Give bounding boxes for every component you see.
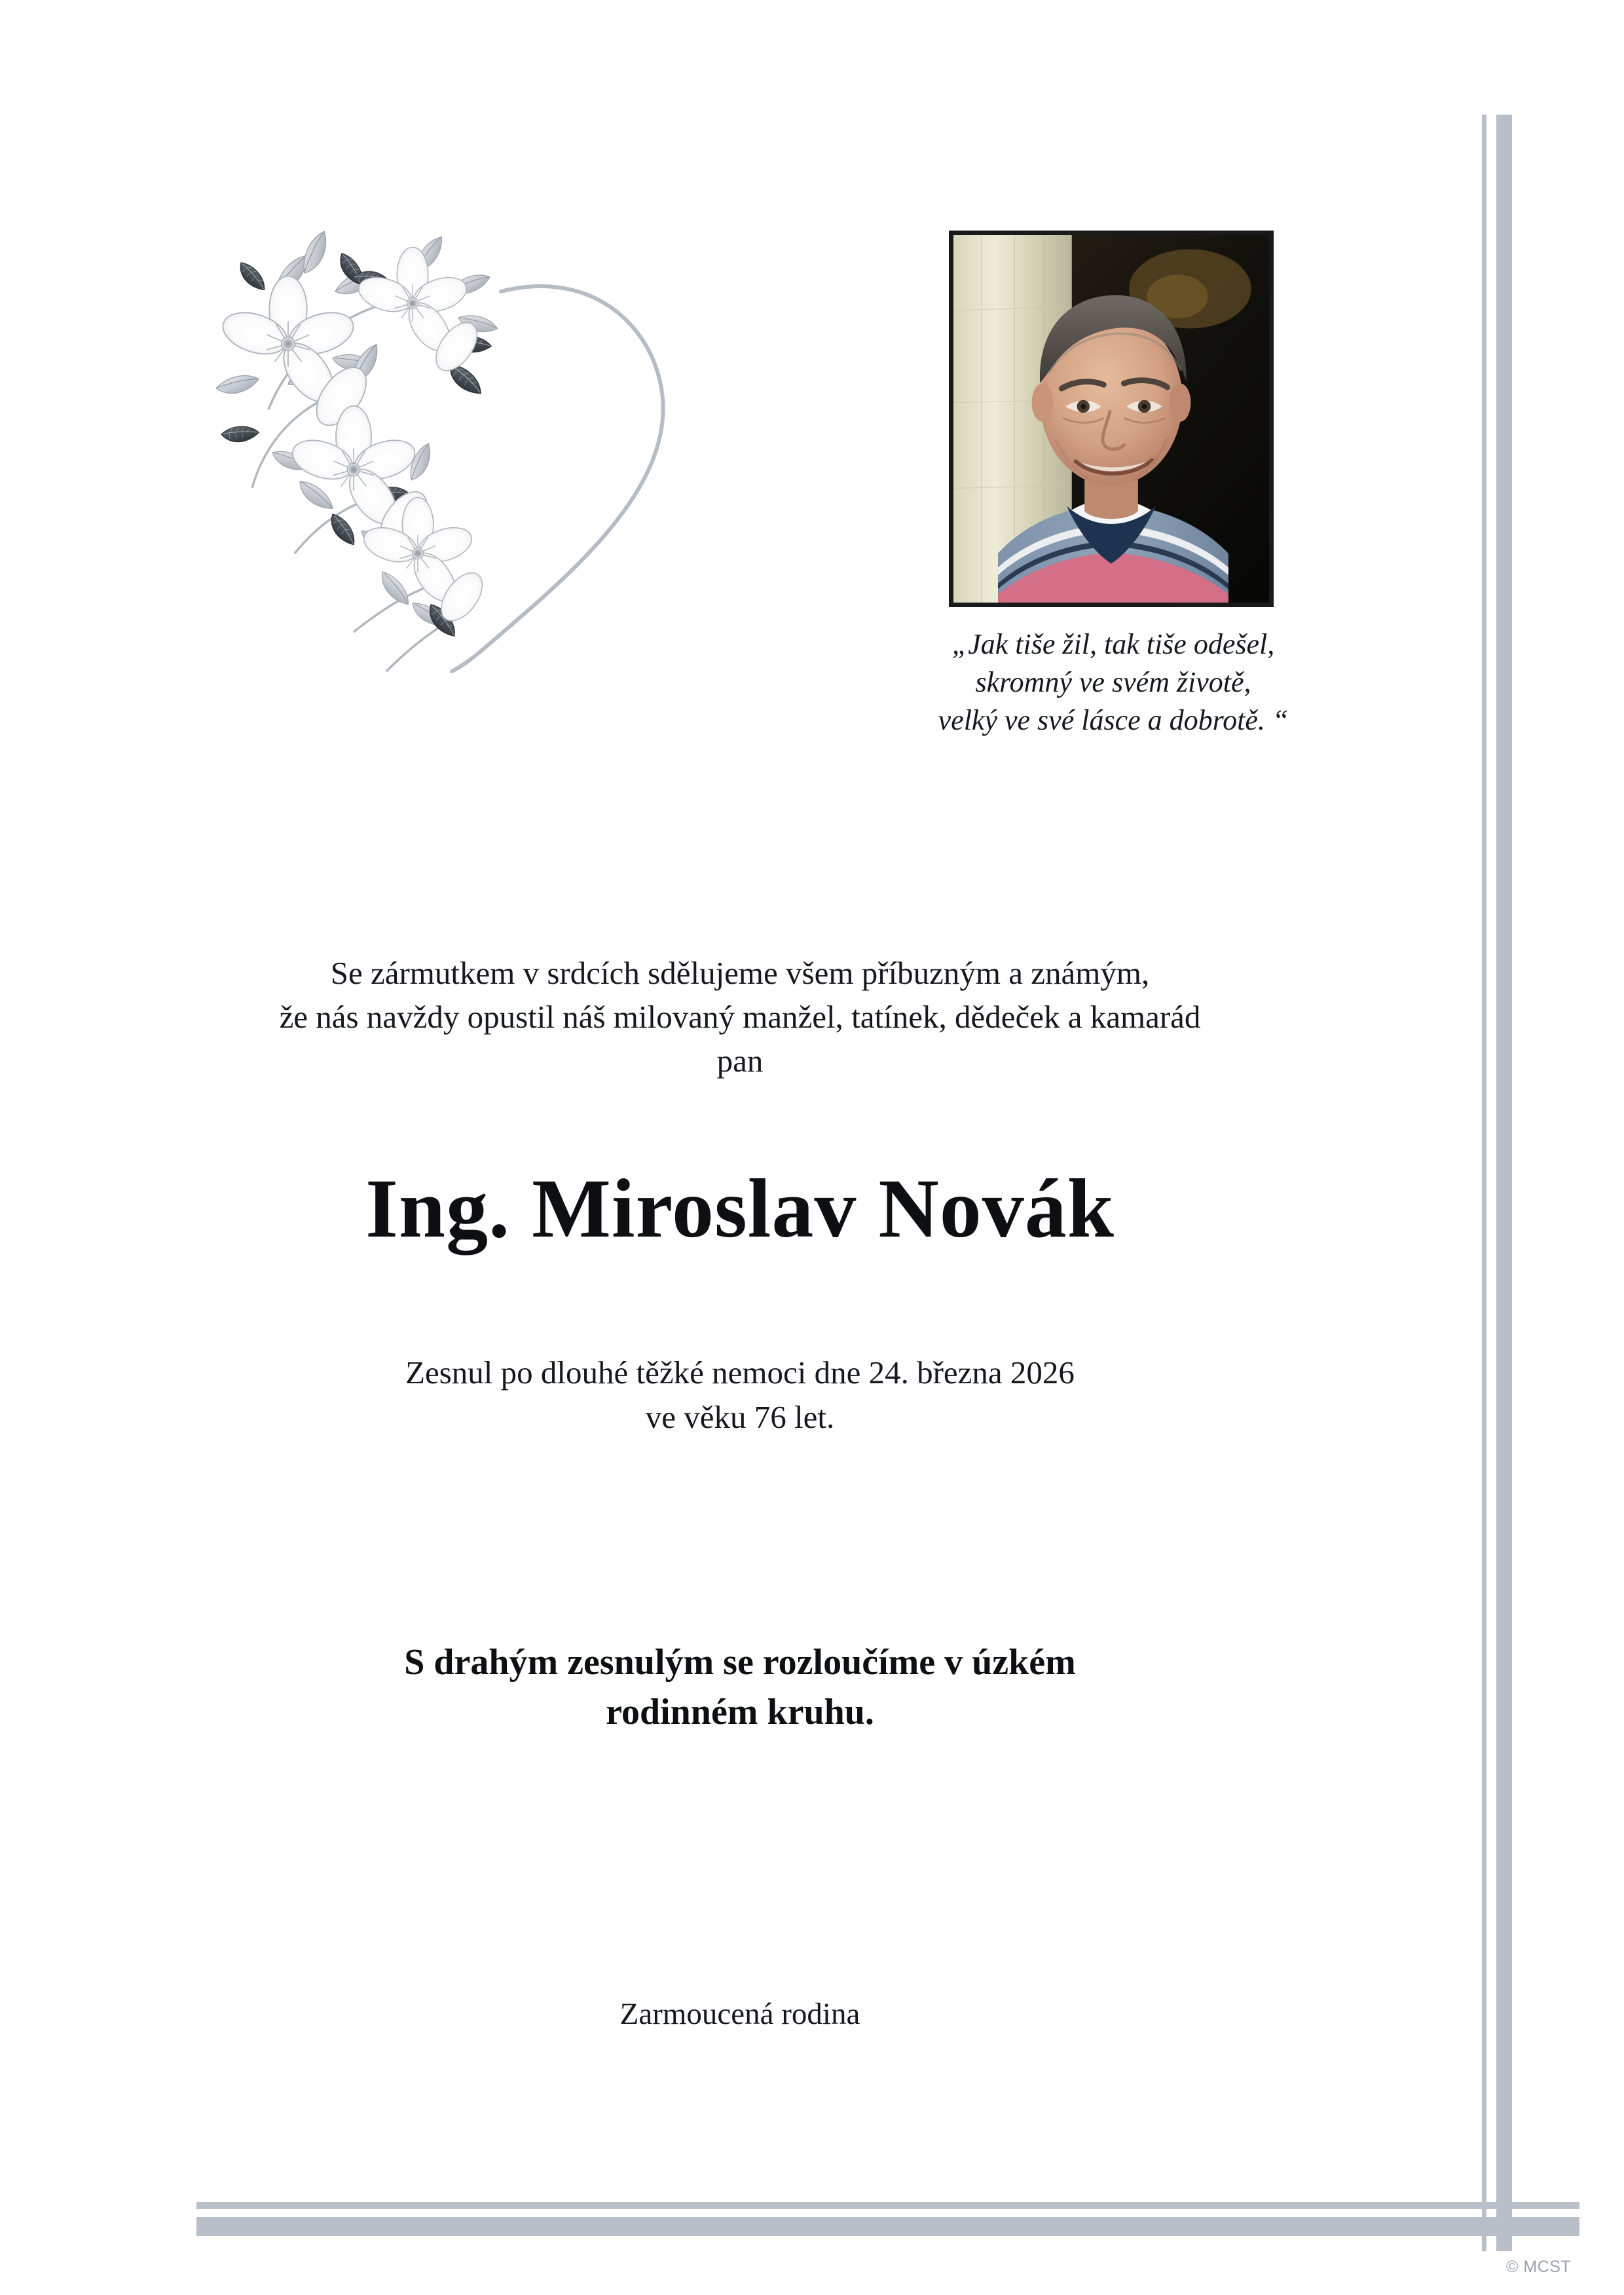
memorial-quote (877, 625, 1349, 739)
copyright-notice: © MCST (1506, 2258, 1572, 2276)
quote-line-1: „Jak tiše žil, tak tiše odešel, (951, 628, 1275, 660)
farewell-line-1: S drahým zesnulým se rozloučíme v úzkém (404, 1642, 1076, 1683)
family-signature: Zarmoucená rodina (619, 1997, 860, 2031)
intro-line-2: že nás navždy opustil náš milovaný manžel, tatínek, dědeček a kamarád (279, 999, 1201, 1036)
announcement-intro (105, 951, 1375, 1083)
intro-line-1: Se zármutkem v srdcích sdělujeme všem příbuzným a známým, (330, 955, 1150, 991)
floral-heart-ornament (190, 213, 674, 698)
farewell-notice (105, 1637, 1375, 1737)
vertical-rule-thick (1496, 115, 1512, 2251)
death-date-line: Zesnul po dlouhé těžké nemoci dne 24. března 2026 (405, 1354, 1075, 1390)
vertical-rule-thin (1482, 115, 1486, 2251)
death-details (105, 1351, 1375, 1439)
quote-line-3: velký ve své lásce a dobrotě. “ (938, 704, 1289, 737)
portrait-of-deceased (949, 231, 1274, 607)
horizontal-rule-thick (196, 2217, 1579, 2236)
farewell-line-2: rodinném kruhu. (606, 1692, 874, 1733)
age-line: ve věku 76 let. (645, 1398, 835, 1435)
horizontal-rule-thin (196, 2202, 1579, 2209)
intro-line-3: pan (716, 1043, 764, 1079)
quote-line-2: skromný ve svém životě, (975, 666, 1251, 699)
deceased-name: Ing. Miroslav Novák (365, 1162, 1115, 1255)
